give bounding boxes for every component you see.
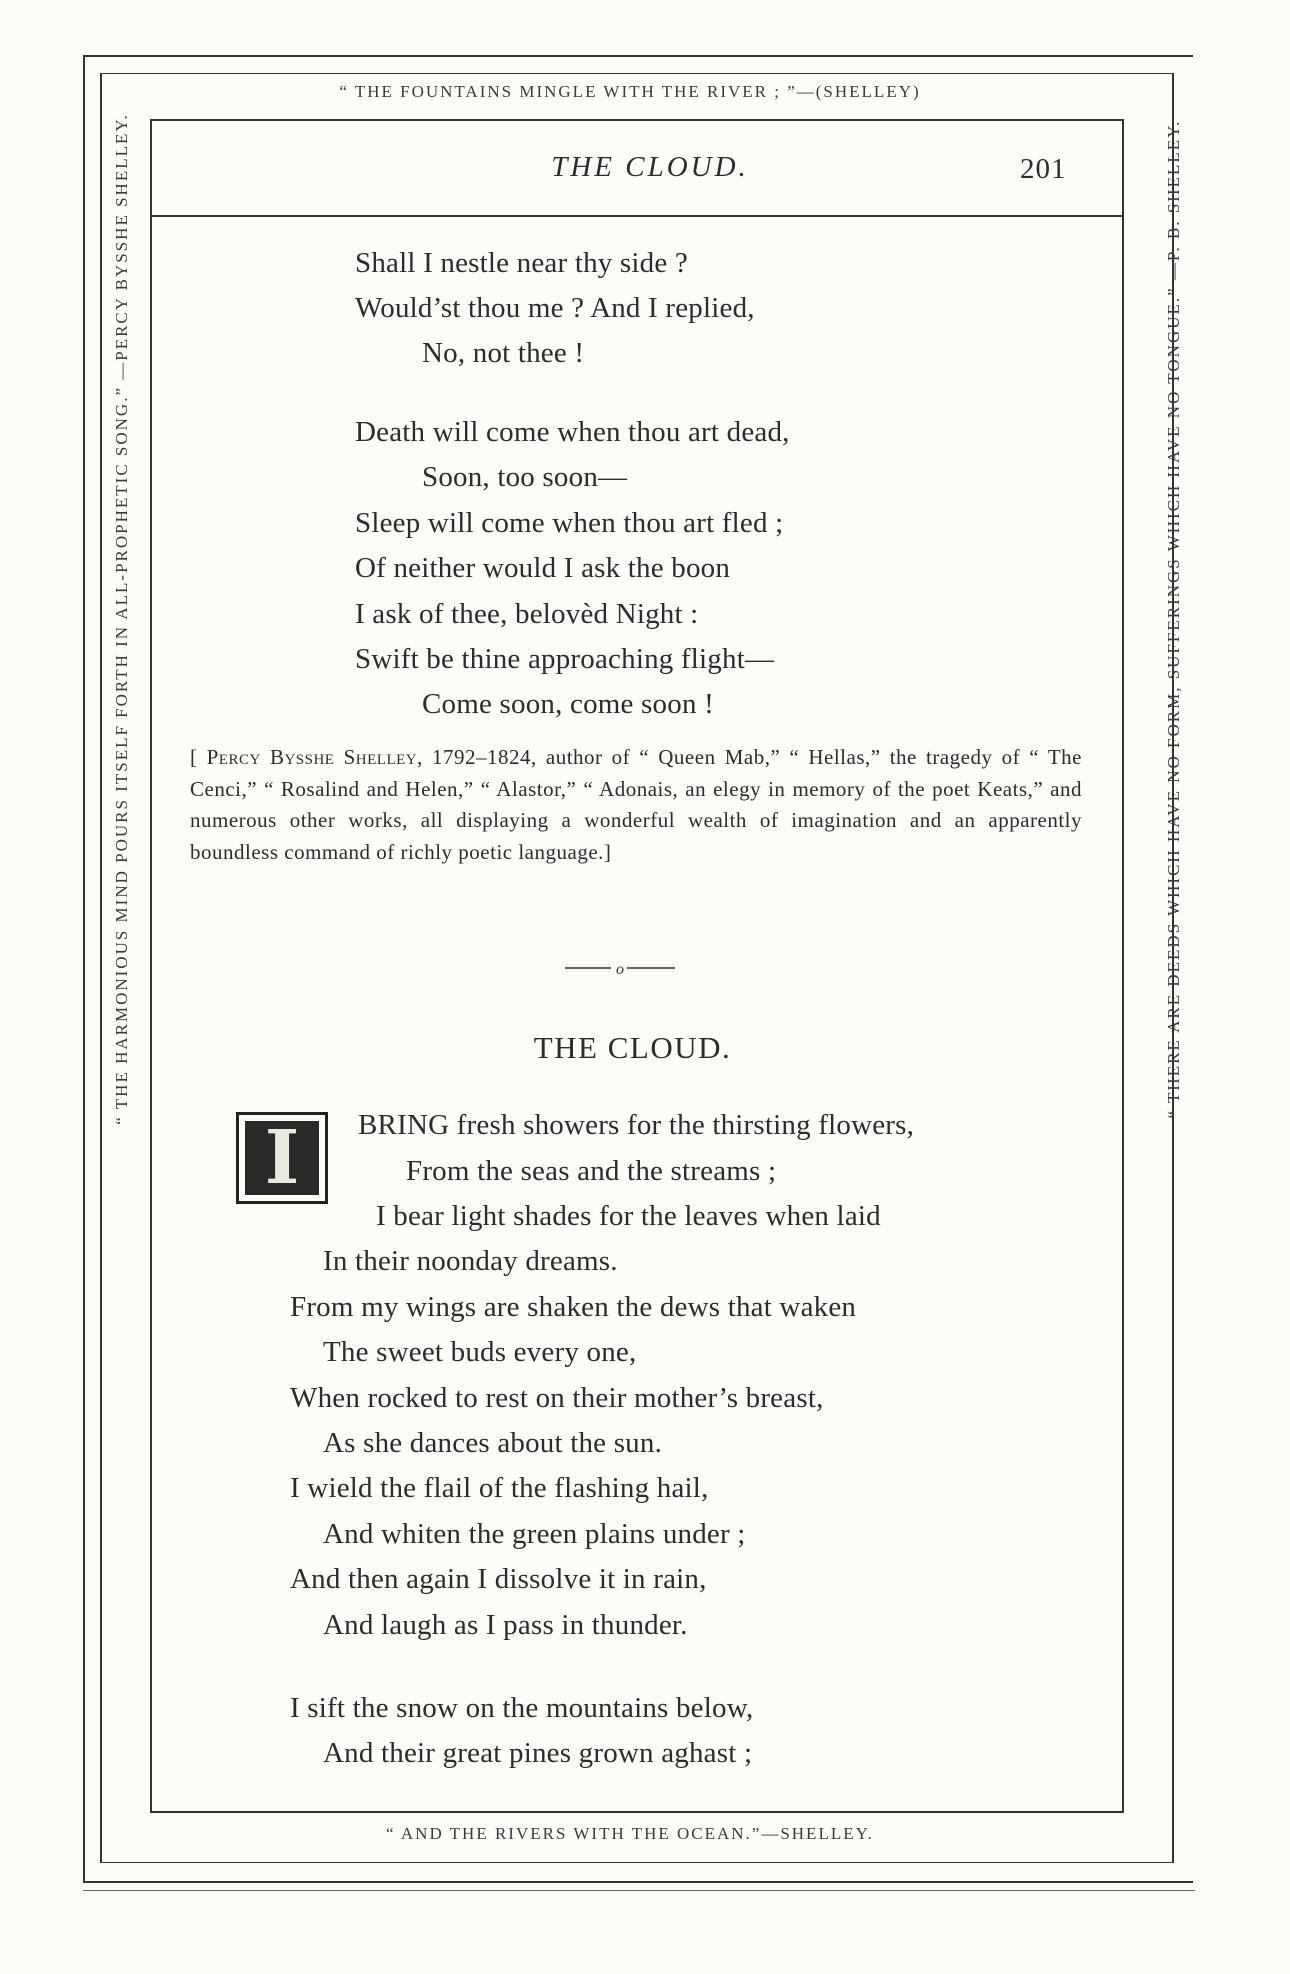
poem-line: Sleep will come when thou art fled ; — [355, 507, 784, 539]
poem-title: THE CLOUD. — [533, 1030, 732, 1065]
poem-line: I bear light shades for the leaves when laid — [376, 1200, 881, 1232]
poem-line: Shall I nestle near thy side ? — [355, 247, 688, 279]
top-border-motto: “ THE FOUNTAINS MINGLE WITH THE RIVER ; ”—(SHELLEY) — [339, 82, 921, 101]
right-border-motto: “ THERE ARE DEEDS WHICH HAVE NO FORM, SUFFERINGS WHICH HAVE NO TONGUE.” —P. B. SHELLEY. — [1164, 119, 1183, 1119]
poem-line: I wield the flail of the flashing hail, — [290, 1472, 709, 1504]
frame-inner-left — [150, 119, 152, 1813]
poem-line: Swift be thine approaching flight— — [355, 643, 775, 675]
poem-line: Would’st thou me ? And I replied, — [355, 292, 755, 324]
poem-line: No, not thee ! — [422, 337, 585, 369]
author-note-name: [ Percy Bysshe Shelley, — [190, 745, 423, 769]
section-divider — [565, 957, 675, 979]
frame-inner-bottom — [150, 1811, 1124, 1813]
poem-line: Soon, too soon— — [422, 461, 628, 493]
frame-inner-right — [1122, 119, 1124, 1813]
frame-second-bottom — [100, 1862, 1174, 1863]
frame-outer-top — [83, 55, 1193, 57]
frame-outer-bottom — [83, 1881, 1193, 1883]
frame-outer-left — [83, 55, 85, 1883]
page-number: 201 — [1020, 153, 1067, 185]
poem-line: And their great pines grown aghast ; — [323, 1737, 753, 1769]
poem-line: And laugh as I pass in thunder. — [323, 1609, 688, 1641]
poem-line: From my wings are shaken the dews that waken — [290, 1291, 857, 1323]
author-note-text: 1792–1824, author of “ Queen Mab,” “ Hellas,” the tragedy of “ The Cenci,” “ Rosalind and Helen,” “ Alastor,” “ Adonais, an elegy in memory of the poet Keats,” and numerous other works, all displaying a wonderful wealth of imagination and an apparently boundless command of richly poetic language.] — [190, 745, 1082, 864]
poem-line: And then again I dissolve it in rain, — [290, 1563, 707, 1595]
poem-line: I ask of thee, belovèd Night : — [355, 598, 699, 630]
frame-bottom-shadow — [83, 1890, 1195, 1891]
running-title: THE CLOUD. — [551, 151, 749, 183]
poem-line: And whiten the green plains under ; — [323, 1518, 746, 1550]
frame-second-top — [100, 73, 1173, 74]
poem-line: Of neither would I ask the boon — [355, 552, 731, 584]
frame-inner-top — [150, 119, 1124, 121]
poem-line: When rocked to rest on their mother’s breast, — [290, 1382, 824, 1414]
author-note — [190, 742, 1082, 868]
poem-line: In their noonday dreams. — [323, 1245, 618, 1277]
dropcap-letter: I — [264, 1115, 300, 1201]
poem-line: Come soon, come soon ! — [422, 688, 714, 720]
poem-line: From the seas and the streams ; — [406, 1155, 777, 1187]
dropcap-panel — [245, 1115, 319, 1201]
ornamental-dropcap — [236, 1112, 328, 1204]
poem-line: BRING fresh showers for the thirsting flowers, — [358, 1109, 915, 1141]
poem-line: The sweet buds every one, — [323, 1336, 637, 1368]
bottom-border-motto: “ AND THE RIVERS WITH THE OCEAN.”—SHELLEY. — [386, 1824, 874, 1843]
poem-line: I sift the snow on the mountains below, — [290, 1692, 754, 1724]
header-rule — [150, 215, 1124, 217]
poem-line: As she dances about the sun. — [323, 1427, 663, 1459]
divider-mark: o — [616, 961, 624, 978]
left-border-motto: “ THE HARMONIOUS MIND POURS ITSELF FORTH IN ALL-PROPHETIC SONG.” —PERCY BYSSHE SHELLEY. — [112, 113, 131, 1125]
frame-second-left — [100, 73, 102, 1863]
poem-line: Death will come when thou art dead, — [355, 416, 790, 448]
